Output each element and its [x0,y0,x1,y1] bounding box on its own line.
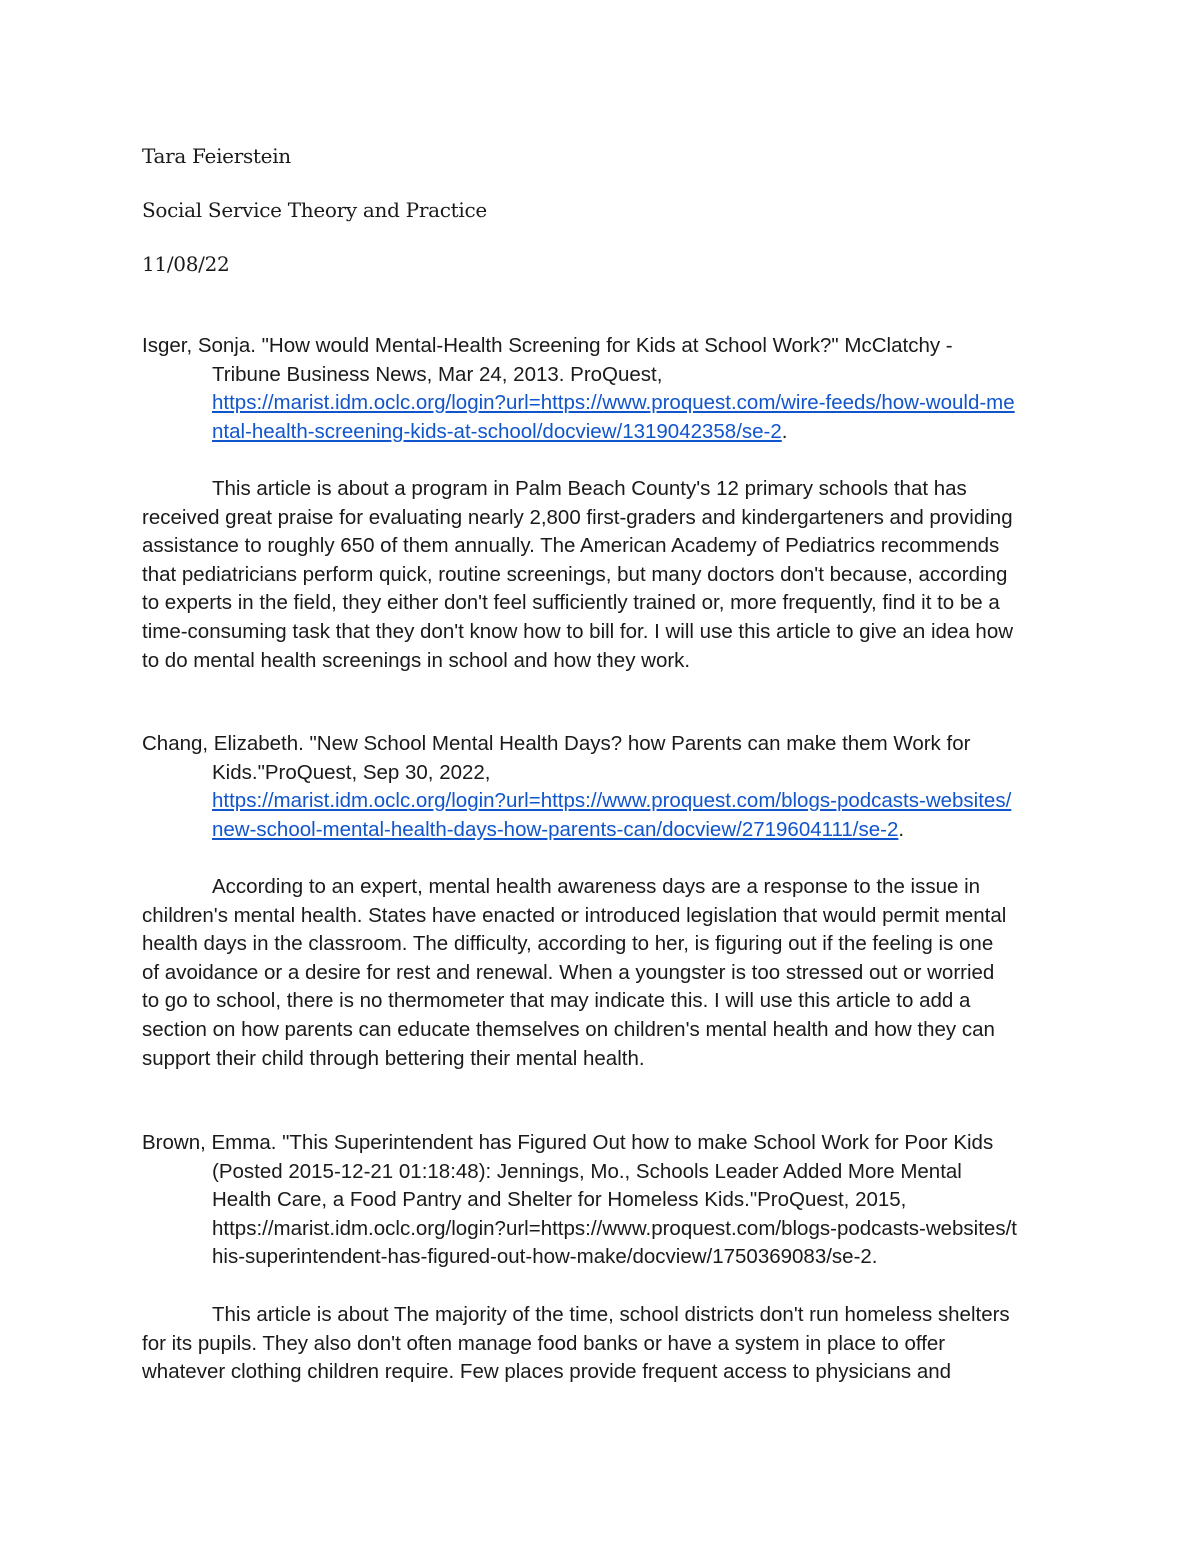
citation-trailer: . [898,817,905,841]
author-name: Tara Feierstein [142,144,291,168]
citation-url-line[interactable] [142,418,1072,447]
summary-3 [142,1301,1072,1387]
course-name: Social Service Theory and Practice [142,198,487,222]
citation-link[interactable]: https://marist.idm.oclc.org/login?url=https://www.proquest.com/blogs-podcasts-websites/ [212,789,1012,813]
citation-3 [142,1129,1072,1272]
summary-line: to do mental health screenings in school and how they work. [142,648,691,672]
citation-line: Health Care, a Food Pantry and Shelter for Homeless Kids."ProQuest, 2015, [212,1188,907,1212]
summary-line: received great praise for evaluating nearly 2,800 first-graders and kindergarteners and providing [142,505,1013,529]
summary-line: This article is about The majority of the time, school districts don't run homeless shelters [212,1303,1010,1326]
citation-line: Brown, Emma. "This Superintendent has Figured Out how to make School Work for Poor Kids [142,1131,994,1154]
citation-trailer: . [781,419,788,443]
summary-line: time-consuming task that they don't know how to bill for. I will use this article to give an idea how [142,619,1014,643]
summary-2 [142,873,1072,1073]
summary-line: to experts in the field, they either don't feel sufficiently trained or, more frequently, find it to be a [142,591,1000,615]
citation-line: https://marist.idm.oclc.org/login?url=https://www.proquest.com/blogs-podcasts-websites/t [212,1216,1017,1240]
summary-line: support their child through bettering their mental health. [142,1046,645,1070]
citation-1 [142,332,1072,446]
citation-link[interactable]: ntal-health-screening-kids-at-school/docview/1319042358/se-2 [212,419,782,443]
citation-link[interactable]: new-school-mental-health-days-how-parents-can/docview/2719604111/se-2 [212,817,899,841]
citation-url-line[interactable] [142,816,1072,845]
citation-line: (Posted 2015-12-21 01:18:48): Jennings, Mo., Schools Leader Added More Mental [212,1159,962,1183]
citation-line: Chang, Elizabeth. "New School Mental Health Days? how Parents can make them Work for [142,732,971,755]
citation-link[interactable]: https://marist.idm.oclc.org/login?url=https://www.proquest.com/wire-feeds/how-would-me [212,391,1015,415]
summary-line: whatever clothing children require. Few places provide frequent access to physicians and [142,1360,952,1384]
summary-line: health days in the classroom. The difficulty, according to her, is figuring out if the feeling is one [142,932,994,956]
summary-line: that pediatricians perform quick, routine screenings, but many doctors don't because, according [142,562,1008,586]
summary-line: for its pupils. They also don't often manage food banks or have a system in place to offer [142,1331,946,1355]
citation-line: Tribune Business News, Mar 24, 2013. ProQuest, [212,362,663,386]
summary-line: section on how parents can educate themselves on children's mental health and how they can [142,1017,995,1041]
summary-1 [142,475,1072,675]
summary-line: This article is about a program in Palm Beach County's 12 primary schools that has [212,477,967,500]
summary-line: to go to school, there is no thermometer that may indicate this. I will use this article to add a [142,989,971,1013]
summary-line: According to an expert, mental health awareness days are a response to the issue in [212,875,981,898]
summary-line: assistance to roughly 650 of them annually. The American Academy of Pediatrics recommends [142,534,1000,558]
citation-line: Kids."ProQuest, Sep 30, 2022, [212,760,491,784]
summary-line: of avoidance or a desire for rest and renewal. When a youngster is too stressed out or worried [142,960,995,984]
citation-line: his-superintendent-has-figured-out-how-make/docview/1750369083/se-2. [212,1245,878,1269]
citation-line: Isger, Sonja. "How would Mental-Health Screening for Kids at School Work?" McClatchy - [142,334,953,357]
citation-2 [142,730,1072,844]
summary-line: children's mental health. States have enacted or introduced legislation that would permit mental [142,903,1007,927]
citation-url-line[interactable] [142,787,1072,816]
document-date: 11/08/22 [142,252,230,276]
citation-url-line[interactable] [142,389,1072,418]
